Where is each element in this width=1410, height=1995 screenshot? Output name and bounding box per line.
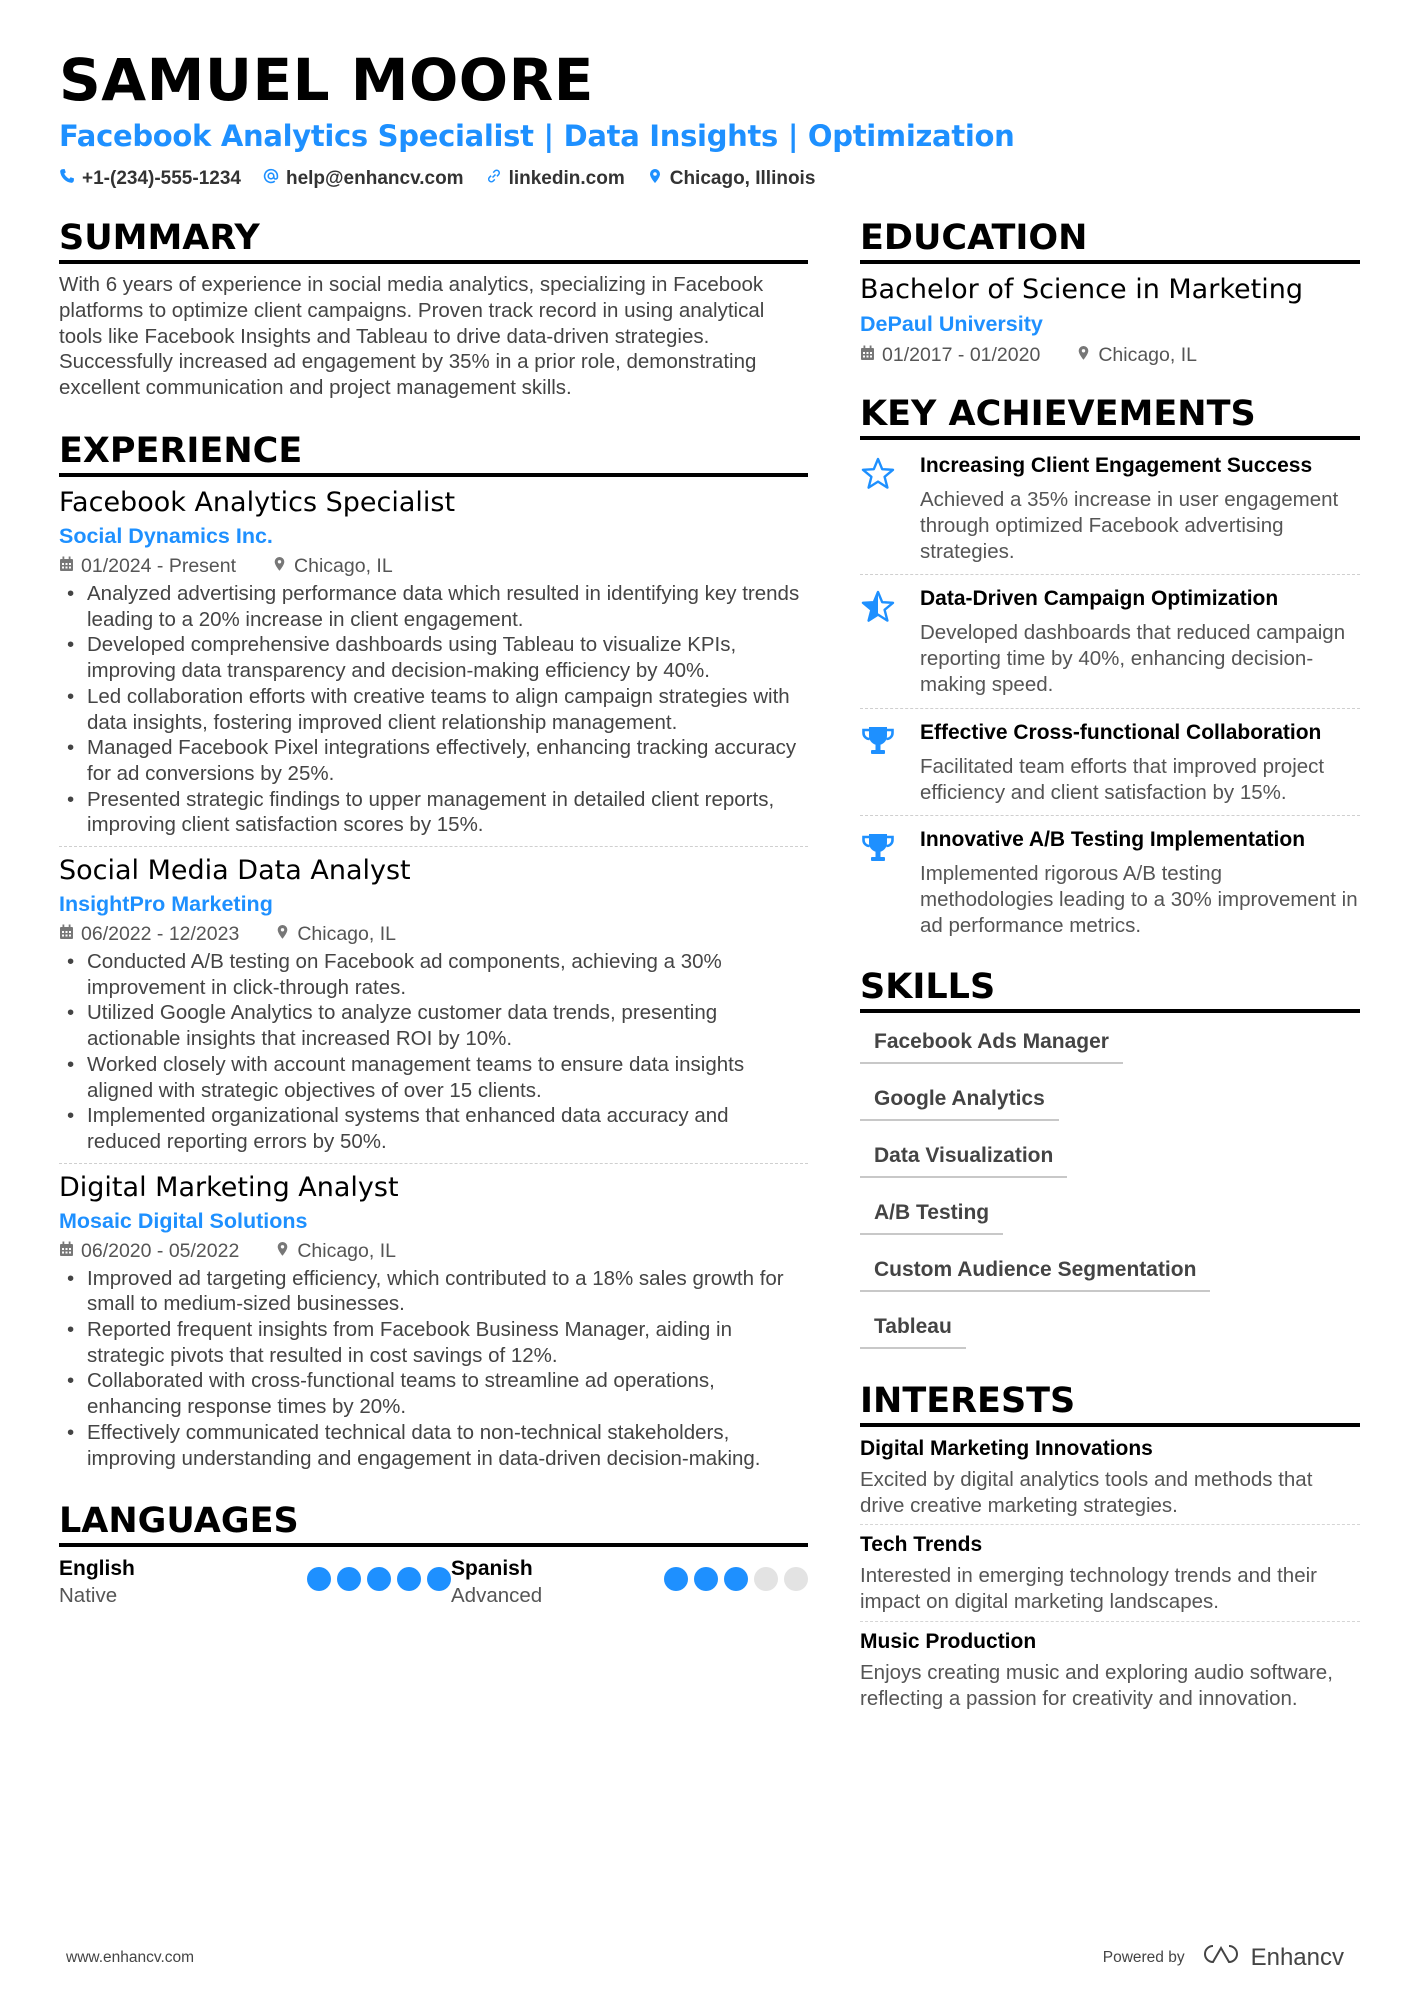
bullet-item: • Analyzed advertising performance data which resulted in identifying key trends leading to a 20% increase in client engagement. [59, 581, 808, 632]
education-title: EDUCATION [860, 216, 1360, 264]
interest-title: Tech Trends [860, 1533, 983, 1557]
trophy-icon [860, 746, 896, 763]
job-title: Social Media Data Analyst [59, 855, 411, 887]
education-section [860, 216, 1360, 370]
summary-section [59, 216, 808, 401]
location-pin-icon [272, 551, 287, 581]
interests-title: INTERESTS [860, 1379, 1360, 1427]
job-entry [59, 485, 808, 838]
language-item [451, 1555, 808, 1609]
achievement-title: Data-Driven Campaign Optimization [920, 587, 1279, 611]
skill-tag: A/B Testing [860, 1192, 1003, 1235]
experience-section [59, 429, 808, 1471]
phone-text: +1-(234)-555-1234 [82, 168, 241, 189]
company-name: InsightPro Marketing [59, 892, 273, 917]
job-meta [59, 919, 808, 949]
interest-title: Digital Marketing Innovations [860, 1436, 1153, 1460]
bullet-item: • Developed comprehensive dashboards using Tableau to visualize KPIs, improving data transparency and decision-making efficiency by 40%. [59, 632, 808, 683]
job-dates: 06/2020 - 05/2022 [81, 1239, 240, 1262]
achievement-item [860, 448, 1360, 566]
skills-section [860, 965, 1360, 1363]
job-dates: 01/2024 - Present [81, 554, 237, 577]
rating-dot-filled [427, 1567, 451, 1591]
language-rating [307, 1567, 451, 1609]
job-title: Facebook Analytics Specialist [59, 486, 456, 518]
powered-by [1103, 1942, 1344, 1973]
company-name: Mosaic Digital Solutions [59, 1208, 308, 1233]
brand-logo[interactable] [1199, 1942, 1344, 1973]
location-text: Chicago, Illinois [669, 168, 816, 189]
star-half-icon [860, 612, 896, 629]
contact-location [647, 168, 816, 190]
achievement-item [860, 822, 1360, 940]
link-icon [486, 168, 502, 190]
language-level: Advanced [451, 1584, 543, 1608]
candidate-name: SAMUEL MOORE [59, 46, 594, 114]
achievement-divider [860, 574, 1360, 575]
summary-title: SUMMARY [59, 216, 808, 264]
skill-tag: Facebook Ads Manager [860, 1021, 1123, 1064]
trophy-icon [860, 853, 896, 870]
job-location: Chicago, IL [294, 554, 393, 577]
bullet-item: • Led collaboration efforts with creative teams to align campaign strategies with data insights, fostering improved client relationship management. [59, 684, 808, 735]
achievements-section [860, 392, 1360, 941]
interest-divider [860, 1621, 1360, 1622]
rating-dot-empty [754, 1567, 778, 1591]
powered-by-label: Powered by [1102, 1948, 1185, 1966]
experience-title: EXPERIENCE [59, 429, 808, 477]
left-column [59, 216, 808, 1609]
job-bullets [59, 581, 808, 838]
achievement-title: Increasing Client Engagement Success [920, 454, 1313, 477]
achievements-title: KEY ACHIEVEMENTS [860, 392, 1360, 440]
email-text: help@enhancv.com [285, 168, 464, 189]
languages-section [59, 1499, 808, 1609]
rating-dot-filled [337, 1567, 361, 1591]
skill-list [860, 1021, 1360, 1363]
phone-icon [59, 168, 75, 190]
rating-dot-filled [724, 1567, 748, 1591]
bullet-item: • Implemented organizational systems that enhanced data accuracy and reduced reporting errors by 50%. [59, 1103, 808, 1154]
interest-desc: Excited by digital analytics tools and methods that drive creative marketing strategies. [860, 1467, 1313, 1517]
at-icon [263, 168, 279, 190]
bullet-item: • Utilized Google Analytics to analyze customer data trends, presenting actionable insights that increased ROI by 10%. [59, 1000, 808, 1051]
job-entry [59, 1170, 808, 1472]
calendar-icon [59, 551, 74, 581]
bullet-item: • Managed Facebook Pixel integrations effectively, enhancing tracking accuracy for ad conversions by 25%. [59, 735, 808, 786]
bullet-item: • Reported frequent insights from Facebook Business Manager, aiding in strategic pivots that resulted in cost savings of 12%. [59, 1317, 808, 1368]
skill-tag: Tableau [860, 1306, 966, 1349]
achievement-desc: Achieved a 35% increase in user engagement through optimized Facebook advertising strategies. [920, 488, 1339, 563]
achievement-desc: Implemented rigorous A/B testing methodologies leading to a 30% improvement in ad performance metrics. [920, 862, 1358, 937]
company-name: Social Dynamics Inc. [59, 523, 273, 548]
footer [66, 1942, 1344, 1973]
brand-name: Enhancv [1250, 1943, 1344, 1971]
school-name: DePaul University [860, 312, 1043, 336]
skill-tag: Data Visualization [860, 1135, 1067, 1178]
calendar-icon [860, 340, 875, 370]
rating-dot-filled [367, 1567, 391, 1591]
language-name: Spanish [451, 1557, 533, 1581]
achievement-divider [860, 708, 1360, 709]
achievement-desc: Facilitated team efforts that improved project efficiency and client satisfaction by 15%. [920, 754, 1325, 804]
education-meta [860, 340, 1360, 370]
language-level: Native [59, 1584, 118, 1608]
headline: Facebook Analytics Specialist | Data Insights | Optimization [59, 119, 1015, 153]
job-dates: 06/2022 - 12/2023 [81, 923, 240, 946]
rating-dot-filled [397, 1567, 421, 1591]
job-bullets [59, 1266, 808, 1472]
achievement-title: Effective Cross-functional Collaboration [920, 720, 1322, 744]
contact-phone[interactable] [59, 168, 241, 190]
job-title: Digital Marketing Analyst [59, 1171, 399, 1203]
contact-email[interactable] [263, 168, 464, 190]
contact-list [59, 168, 1359, 190]
linkedin-text: linkedin.com [508, 168, 625, 189]
bullet-item: • Collaborated with cross-functional teams to streamline ad operations, enhancing response times by 20%. [59, 1368, 808, 1419]
education-dates: 01/2017 - 01/2020 [882, 344, 1041, 366]
interest-title: Music Production [860, 1629, 1037, 1653]
rating-dot-filled [664, 1567, 688, 1591]
interests-section [860, 1379, 1360, 1712]
location-pin-icon [275, 1236, 290, 1266]
language-list [59, 1555, 808, 1609]
achievement-divider [860, 815, 1360, 816]
skills-title: SKILLS [860, 965, 1360, 1013]
interest-desc: Interested in emerging technology trends and their impact on digital marketing landscapes. [860, 1564, 1317, 1614]
interest-divider [860, 1524, 1360, 1525]
achievement-item [860, 715, 1360, 808]
enhancv-logo-icon [1199, 1942, 1243, 1973]
skill-tag: Custom Audience Segmentation [860, 1249, 1210, 1292]
summary-text: With 6 years of experience in social media analytics, specializing in Facebook platforms to optimize client campaigns. Proven track record in using analytical tools like Facebook Insights and Tableau to drive data-driven strategies. Successfully increased ad engagement by 35% in a prior role, demonstrating excellent communication and project management skills. [59, 273, 765, 400]
job-divider [59, 1163, 808, 1164]
job-bullets [59, 949, 808, 1155]
rating-dot-filled [307, 1567, 331, 1591]
website-link[interactable]: www.enhancv.com [66, 1948, 195, 1966]
achievement-title: Innovative A/B Testing Implementation [920, 828, 1306, 852]
interest-item [860, 1531, 1360, 1615]
language-rating [664, 1567, 808, 1609]
contact-linkedin[interactable] [486, 168, 625, 190]
job-location: Chicago, IL [297, 923, 396, 946]
location-pin-icon [1076, 340, 1091, 370]
job-location: Chicago, IL [297, 1239, 396, 1262]
location-pin-icon [275, 919, 290, 949]
degree: Bachelor of Science in Marketing [860, 274, 1303, 305]
language-name: English [59, 1557, 135, 1581]
skill-tag: Google Analytics [860, 1078, 1059, 1121]
achievement-item [860, 581, 1360, 699]
rating-dot-empty [784, 1567, 808, 1591]
bullet-item: • Improved ad targeting efficiency, which contributed to a 18% sales growth for small to medium-sized businesses. [59, 1266, 808, 1317]
rating-dot-filled [694, 1567, 718, 1591]
language-item [59, 1555, 451, 1609]
bullet-item: • Effectively communicated technical data to non-technical stakeholders, improving understanding and engagement in data-driven decision-making. [59, 1420, 808, 1471]
interest-item [860, 1628, 1360, 1712]
bullet-item: • Worked closely with account management teams to ensure data insights aligned with strategic objectives of over 15 clients. [59, 1052, 808, 1103]
resume-header [59, 44, 1359, 190]
languages-title: LANGUAGES [59, 1499, 808, 1547]
job-divider [59, 846, 808, 847]
location-pin-icon [647, 168, 663, 190]
bullet-item: • Conducted A/B testing on Facebook ad components, achieving a 30% improvement in click-through rates. [59, 949, 808, 1000]
job-meta [59, 1236, 808, 1266]
calendar-icon [59, 919, 74, 949]
education-location: Chicago, IL [1098, 344, 1197, 366]
star-outline-icon [860, 479, 896, 496]
interest-item [860, 1435, 1360, 1519]
interest-desc: Enjoys creating music and exploring audio software, reflecting a passion for creativity and innovation. [860, 1660, 1333, 1710]
job-meta [59, 551, 808, 581]
bullet-item: • Presented strategic findings to upper management in detailed client reports, improving client satisfaction scores by 15%. [59, 787, 808, 838]
job-entry [59, 853, 808, 1155]
right-column [860, 216, 1360, 1712]
achievement-desc: Developed dashboards that reduced campaign reporting time by 40%, enhancing decision-making speed. [920, 621, 1346, 696]
calendar-icon [59, 1236, 74, 1266]
